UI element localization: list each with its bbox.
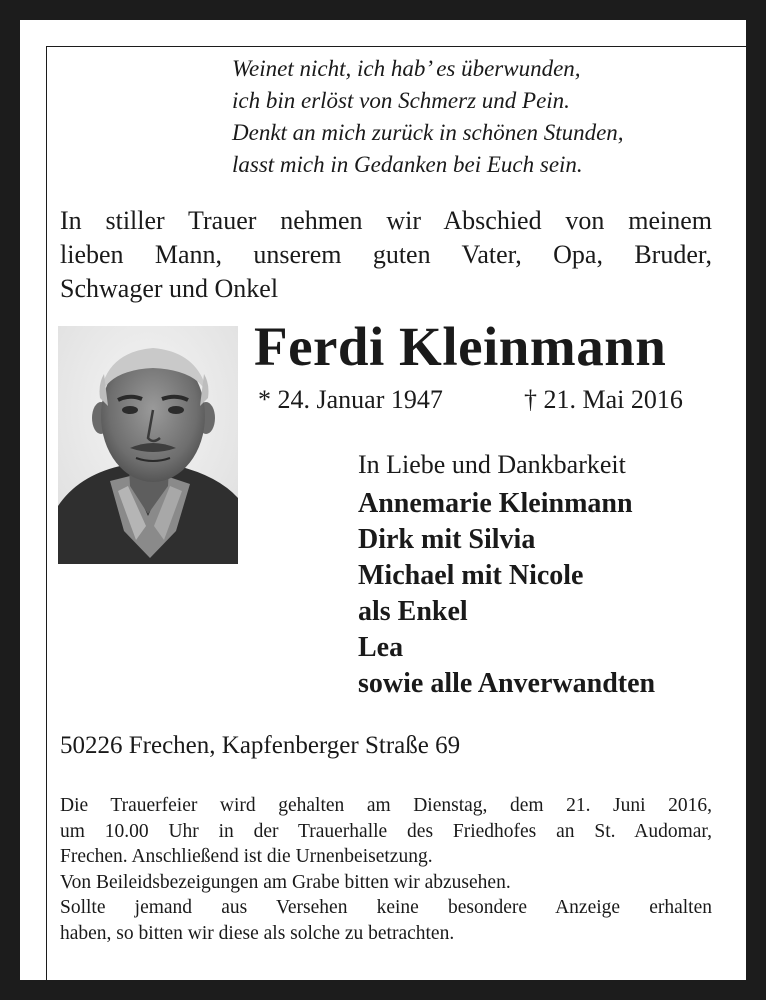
portrait-photo bbox=[58, 326, 238, 564]
intro-line: Schwager und Onkel bbox=[60, 274, 279, 303]
notice-line: Die Trauerfeier wird gehalten am Dienstag, dem 21. Juni 2016, bbox=[60, 795, 712, 816]
family-member: Annemarie Kleinmann bbox=[358, 488, 633, 519]
notice-line: Von Beileidsbezeigungen am Grabe bitten wir abzusehen. bbox=[60, 871, 511, 893]
birth-date: * 24. Januar 1947 bbox=[258, 385, 443, 414]
notice-line: um 10.00 Uhr in der Trauerhalle des Friedhofes an St. Audomar, bbox=[60, 820, 712, 842]
notice-line: Frechen. Anschließend ist die Urnenbeisetzung. bbox=[60, 846, 433, 867]
poem bbox=[232, 53, 624, 181]
intro-text bbox=[60, 204, 712, 306]
family-member: Dirk mit Silvia bbox=[358, 524, 536, 555]
family-member: als Enkel bbox=[358, 596, 468, 627]
portrait-image bbox=[58, 326, 238, 564]
intro-line: lieben Mann, unserem guten Vater, Opa, Bruder, bbox=[60, 240, 712, 269]
family-list bbox=[358, 486, 655, 702]
life-dates bbox=[258, 383, 706, 417]
funeral-notice bbox=[60, 793, 712, 946]
family-member: Michael mit Nicole bbox=[358, 560, 584, 591]
poem-line: Denkt an mich zurück in schönen Stunden, bbox=[232, 120, 624, 145]
thanks-line: In Liebe und Dankbarkeit bbox=[358, 450, 626, 479]
death-date: † 21. Mai 2016 bbox=[524, 385, 683, 414]
family-member: sowie alle Anverwandten bbox=[358, 668, 656, 699]
poem-line: Weinet nicht, ich hab’ es überwunden, bbox=[232, 56, 581, 81]
notice-line: haben, so bitten wir diese als solche zu betrachten. bbox=[60, 922, 455, 944]
poem-line: lasst mich in Gedanken bei Euch sein. bbox=[232, 152, 583, 177]
address: 50226 Frechen, Kapfenberger Straße 69 bbox=[60, 732, 461, 759]
notice-line: Sollte jemand aus Versehen keine besondere Anzeige erhalten bbox=[60, 897, 712, 918]
family-member: Lea bbox=[358, 632, 404, 663]
deceased-name: Ferdi Kleinmann bbox=[254, 316, 667, 377]
intro-line: In stiller Trauer nehmen wir Abschied von meinem bbox=[60, 206, 712, 235]
poem-line: ich bin erlöst von Schmerz und Pein. bbox=[232, 88, 570, 113]
